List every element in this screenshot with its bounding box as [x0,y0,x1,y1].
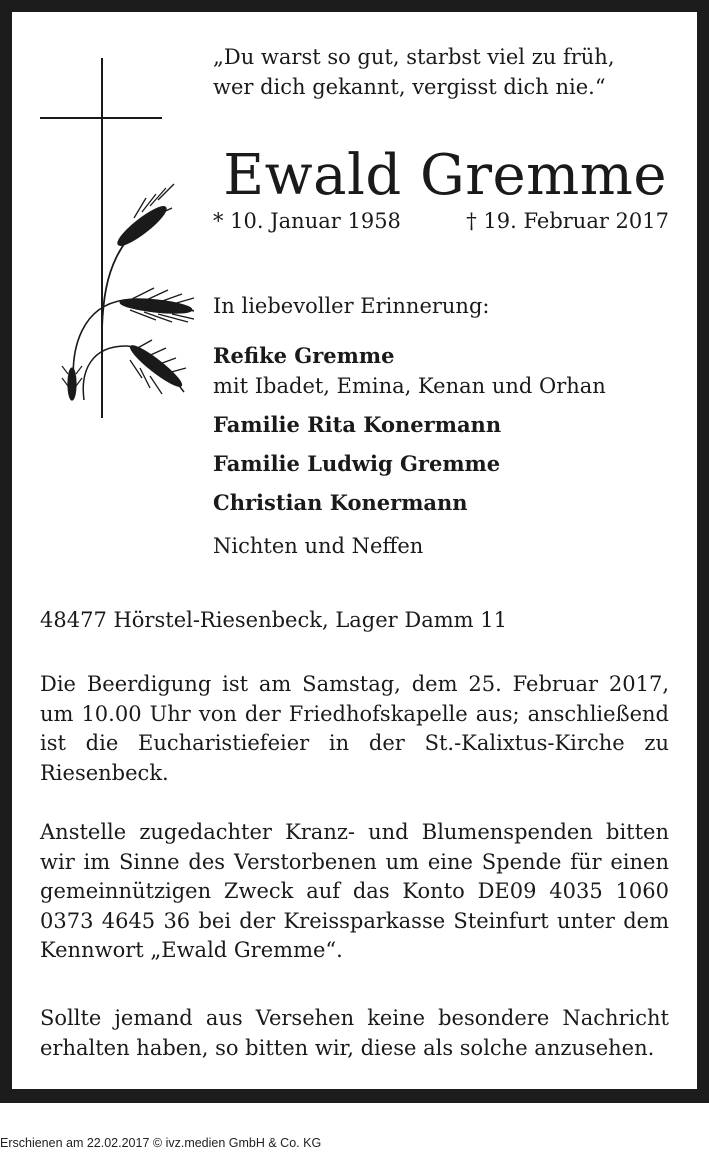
death-date: † 19. Februar 2017 [466,209,669,233]
quote-line-1: „Du warst so gut, starbst viel zu früh, [213,45,615,69]
family-address: 48477 Hörstel-Riesenbeck, Lager Damm 11 [40,608,507,632]
mourner-line: Refike Gremme [213,343,395,368]
quote-line-2: wer dich gekannt, vergisst dich nie.“ [213,75,606,99]
closing-paragraph: Sollte jemand aus Versehen keine besondere Nachricht erhalten haben, so bitten wir, diese als solche anzusehen. [40,1006,669,1060]
memorial-quote [213,42,683,102]
mourner-line: Christian Konermann [213,490,468,515]
memory-heading: In liebevoller Erinnerung: [213,294,490,318]
publication-footer: Erschienen am 22.02.2017 © ivz.medien GmbH & Co. KG [0,1136,322,1150]
deceased-name: Ewald Gremme [223,143,667,208]
mourner-line: Familie Ludwig Gremme [213,451,501,476]
donation-paragraph: Anstelle zugedachter Kranz- und Blumenspenden bitten wir im Sinne des Verstorbenen um eine Spende für einen gemeinnützigen Zweck auf das Konto DE09 4035 1060 0373 4645 36 bei der Kreissparkasse Steinfurt unter dem Kennwort „Ewald Gremme“. [40,820,669,962]
mourner-line: Familie Rita Konermann [213,412,502,437]
mourner-line: Nichten und Neffen [213,534,424,558]
funeral-paragraph: Die Beerdigung ist am Samstag, dem 25. Februar 2017, um 10.00 Uhr von der Friedhofskapelle aus; anschließend ist die Eucharistiefeier in der St.-Kalixtus-Kirche zu Riesenbeck. [40,672,669,785]
birth-date: * 10. Januar 1958 [213,209,401,233]
obituary-card [12,12,697,1089]
mourner-line: mit Ibadet, Emina, Kenan und Orhan [213,374,606,398]
cross-with-wheat-icon [34,48,194,418]
